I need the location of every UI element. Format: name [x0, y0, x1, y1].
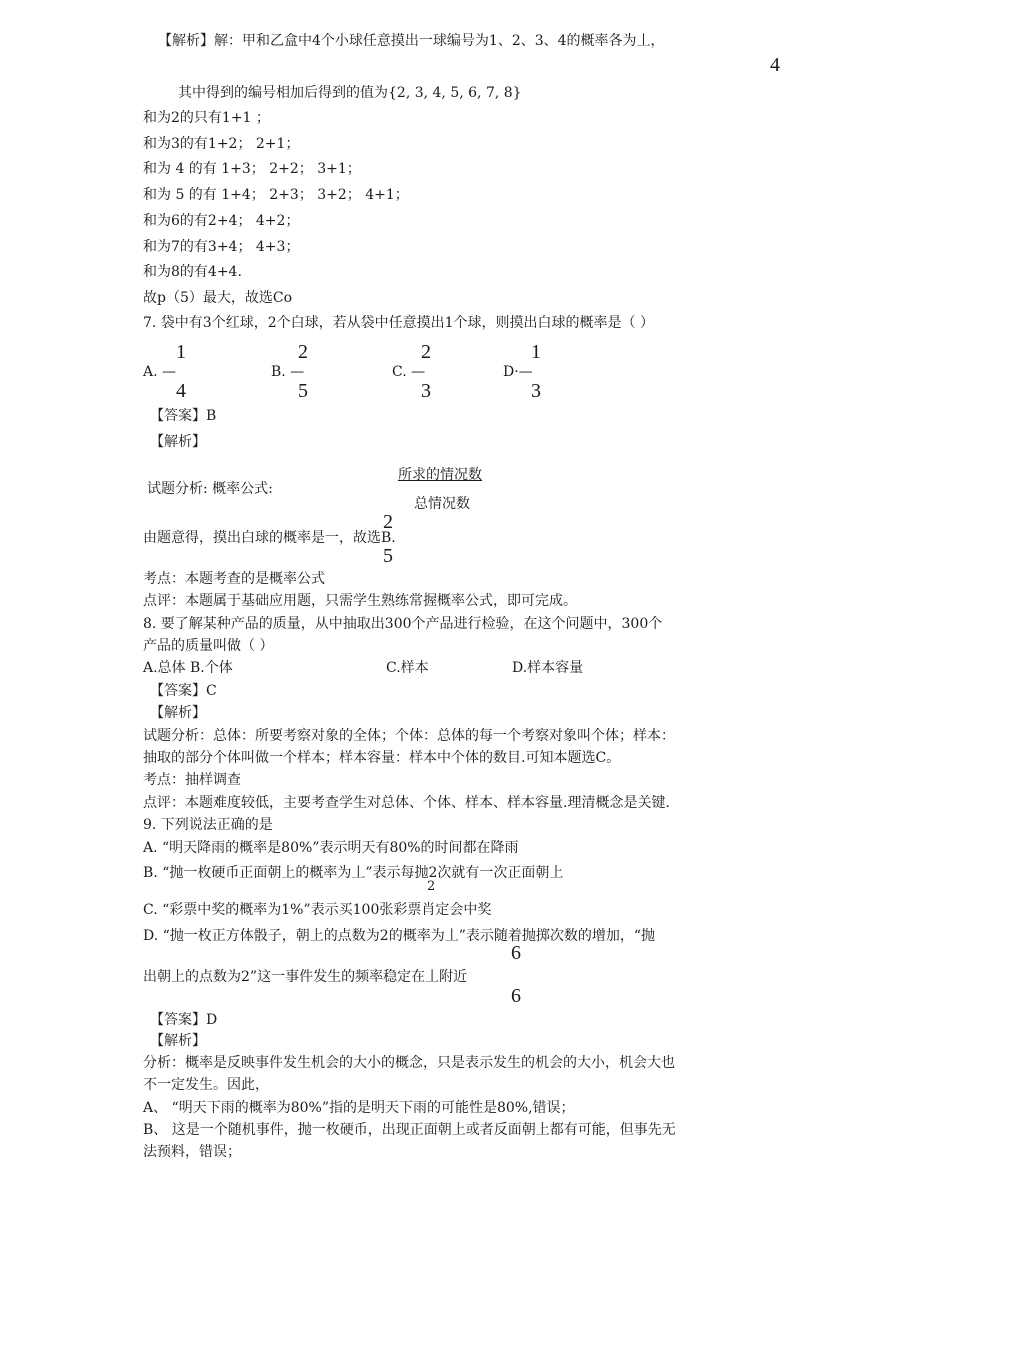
q6-sum-6: 和为6的有2+4； 4+2； — [143, 213, 300, 229]
q8-kaodian: 考点：抽样调查 — [143, 772, 241, 788]
q8-analysis-line1: 试题分析：总体：所要考察对象的全体；个体：总体的每一个考察对象叫个体；样本： — [143, 728, 675, 744]
q7-option-d-label: D·— — [503, 364, 533, 380]
q7-option-b-numerator: 2 — [298, 341, 308, 363]
q6-conclusion: 故p（5）最大，故选Co — [143, 290, 293, 306]
q9-option-a: A. “明天降雨的概率是80%”表示明天有80%的时间都在降雨 — [143, 840, 519, 856]
q7-dianping: 点评：本题属于基础应用题，只需学生熟练常握概率公式，即可完成。 — [143, 593, 577, 609]
q9-analysis-line1: 分析：概率是反映事件发生机会的大小的概念，只是表示发生的机会的大小，机会大也 — [143, 1055, 675, 1071]
q8-analysis-line2: 抽取的部分个体叫做一个样本；样本容量：样本中个体的数目.可知本题选C。 — [143, 750, 621, 766]
q6-sum-4: 和为 4 的有 1+3； 2+2； 3+1； — [143, 161, 361, 177]
q6-sum-7: 和为7的有3+4； 4+3； — [143, 239, 300, 255]
q7-option-c-numerator: 2 — [421, 341, 431, 363]
q6-sum-2: 和为2的只有1+1 ； — [143, 110, 270, 126]
q7-option-a-label: A. — — [143, 364, 177, 380]
q8-dianping: 点评：本题难度较低，主要考查学生对总体、个体、样本、样本容量.理清概念是关键. — [143, 795, 670, 811]
q7-option-a-numerator: 1 — [176, 341, 186, 363]
q6-sum-5: 和为 5 的有 1+4； 2+3； 3+2； 4+1； — [143, 187, 409, 203]
q6-analysis-line2: 其中得到的编号相加后得到的值为{2, 3, 4, 5, 6, 7, 8} — [178, 85, 522, 101]
q7-option-b-label: B. — — [271, 364, 305, 380]
q8-option-ab: A.总体 B.个体 — [143, 660, 233, 676]
q9-answer: 【答案】D — [150, 1012, 218, 1028]
q7-result-numerator: 2 — [383, 511, 393, 533]
q7-result-denominator: 5 — [383, 545, 393, 567]
q8-option-d: D.样本容量 — [512, 660, 584, 676]
q7-option-c-denominator: 3 — [421, 380, 431, 402]
q7-formula-numerator: 所求的情况数 — [398, 467, 482, 483]
q7-option-a-denominator: 4 — [176, 380, 186, 402]
q7-answer: 【答案】B — [150, 408, 217, 424]
q6-analysis-line1: 【解析】解：甲和乙盒中4个小球任意摸出一球编号为1、2、3、4的概率各为丄， — [158, 33, 665, 49]
q9-option-d-line2: 出朝上的点数为2”这一事件发生的频率稳定在丄附近 — [143, 969, 468, 985]
q7-option-c-label: C. — — [392, 364, 426, 380]
q8-answer: 【答案】C — [150, 683, 217, 699]
q9-option-d-line1: D. “抛一枚正方体骰子，朝上的点数为2的概率为丄”表示随着抛掷次数的增加，“抛 — [143, 928, 656, 944]
q8-option-c: C.样本 — [386, 660, 429, 676]
q6-sum-3: 和为3的有1+2； 2+1； — [143, 136, 300, 152]
q9-option-b-denominator: 2 — [427, 879, 436, 894]
q9-option-b: B. “抛一枚硬币正面朝上的概率为丄”表示每抛2次就有一次正面朝上 — [143, 865, 564, 881]
q9-option-d-denominator1: 6 — [511, 942, 521, 964]
q9-item-b-line1: B、 这是一个随机事件，抛一枚硬币，出现正面朝上或者反面朝上都有可能，但事先无 — [143, 1122, 676, 1138]
q9-item-a: A、 “明天下雨的概率为80%”指的是明天下雨的可能性是80%,错误； — [143, 1100, 575, 1116]
q6-fraction-denominator: 4 — [770, 54, 780, 76]
q7-formula-label: 试题分析: 概率公式: — [147, 481, 273, 497]
q8-analysis-heading: 【解析】 — [150, 705, 206, 721]
q7-option-d-numerator: 1 — [531, 341, 541, 363]
q7-option-d-denominator: 3 — [531, 380, 541, 402]
q9-item-b-line2: 法预料，错误； — [143, 1144, 241, 1160]
q7-result-text: 由题意得，摸出白球的概率是一，故选B. — [143, 530, 396, 546]
q9-analysis-heading: 【解析】 — [150, 1033, 206, 1049]
q9-option-c: C. “彩票中奖的概率为1%”表示买100张彩票肖定会中奖 — [143, 902, 492, 918]
q9-question: 9. 下列说法正确的是 — [143, 817, 273, 833]
q7-question: 7. 袋中有3个红球，2个白球，若从袋中任意摸出1个球，则摸出白球的概率是（ ） — [143, 315, 654, 331]
q9-option-d-denominator2: 6 — [511, 985, 521, 1007]
q7-option-b-denominator: 5 — [298, 380, 308, 402]
q7-kaodian: 考点：本题考查的是概率公式 — [143, 571, 325, 587]
q8-question-line2: 产品的质量叫做（ ） — [143, 638, 274, 654]
q7-formula-denominator: 总情况数 — [414, 496, 470, 512]
q8-question-line1: 8. 要了解某种产品的质量，从中抽取出300个产品进行检验，在这个问题中，300个 — [143, 616, 663, 632]
q9-analysis-line2: 不一定发生。因此， — [143, 1077, 269, 1093]
q7-analysis-heading: 【解析】 — [150, 434, 206, 450]
q6-sum-8: 和为8的有4+4. — [143, 264, 242, 280]
